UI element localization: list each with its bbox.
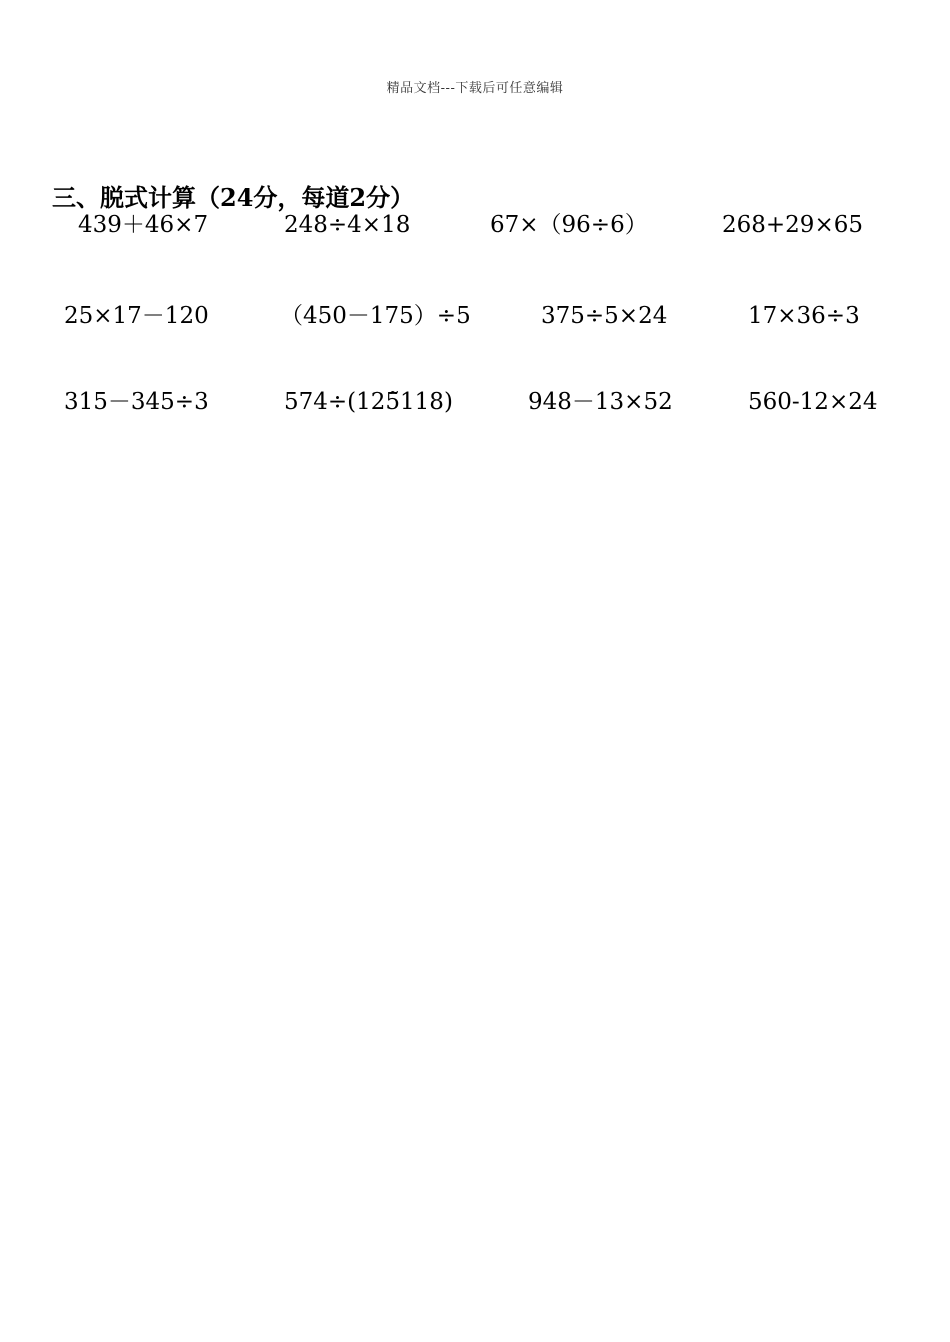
problem-2-3: 375÷5×24 xyxy=(541,303,668,329)
problem-1-3: 67×（96÷6） xyxy=(490,212,648,238)
section-title: 三、脱式计算（24分，每道2分） xyxy=(52,183,415,212)
problem-3-2: 574÷(125̃118) xyxy=(284,389,453,415)
page-header: 精品文档---下载后可任意编辑 xyxy=(386,81,564,96)
problem-2-2: （450－175）÷5 xyxy=(280,303,471,329)
problem-1-4: 268+29×65 xyxy=(722,212,863,238)
problem-1-1: 439＋46×7 xyxy=(78,212,209,238)
problem-1-2: 248÷4×18 xyxy=(284,212,411,238)
problem-3-1: 315－345÷3 xyxy=(64,389,209,415)
problem-3-4: 560-12×24 xyxy=(748,389,878,415)
problem-3-3: 948－13×52 xyxy=(528,389,673,415)
problem-2-1: 25×17－120 xyxy=(64,303,209,329)
problem-2-4: 17×36÷3 xyxy=(748,303,860,329)
